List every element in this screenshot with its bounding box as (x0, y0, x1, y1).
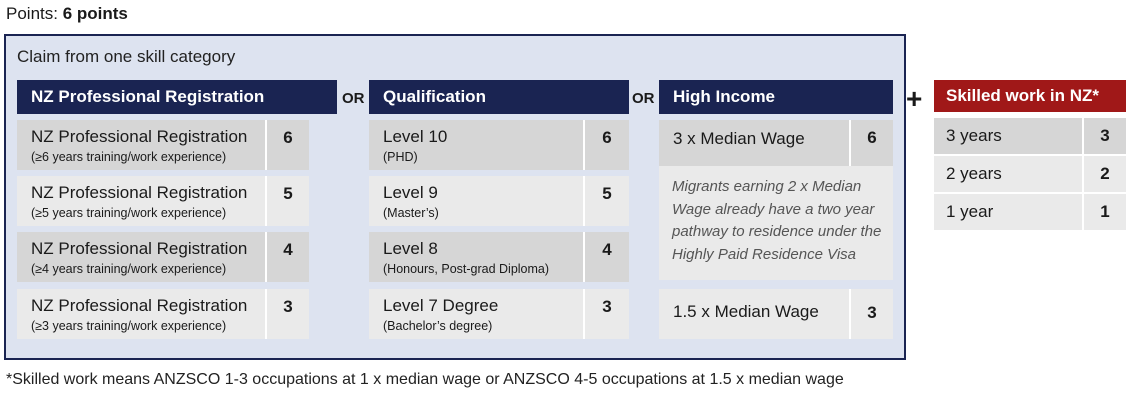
row-points: 4 (267, 232, 309, 282)
high-income-note: Migrants earning 2 x Median Wage already have a two year pathway to residence under the Highly Paid Residence Visa (659, 166, 893, 280)
qualification-row (369, 289, 629, 339)
row-label: NZ Professional Registration (31, 127, 248, 146)
row-label: 3 years (934, 118, 1084, 154)
row-label-cell (369, 232, 585, 282)
row-label: NZ Professional Registration (31, 296, 248, 315)
high-income-row (659, 120, 893, 170)
nz-registration-row (17, 289, 309, 339)
skilled-work-header: Skilled work in NZ* (934, 80, 1126, 112)
skill-category-box (4, 34, 906, 360)
row-points: 5 (267, 176, 309, 226)
nz-registration-header: NZ Professional Registration (17, 80, 337, 114)
row-points: 1 (1084, 194, 1126, 230)
row-label-cell (369, 289, 585, 339)
row-label: Level 10 (383, 127, 448, 146)
row-label-cell (659, 120, 851, 170)
row-points: 3 (1084, 118, 1126, 154)
nz-registration-row (17, 232, 309, 282)
row-label-cell (17, 120, 267, 170)
row-points: 6 (267, 120, 309, 170)
plus-sign: + (906, 83, 923, 114)
or-separator: OR (632, 90, 655, 107)
row-label-cell (659, 289, 851, 339)
row-sublabel: (Master’s) (383, 206, 439, 220)
row-label-cell (17, 232, 267, 282)
row-points: 6 (585, 120, 629, 170)
row-label: NZ Professional Registration (31, 239, 248, 258)
row-label-cell (369, 120, 585, 170)
high-income-header: High Income (659, 80, 893, 114)
points-value: 6 points (62, 4, 128, 23)
row-points: 4 (585, 232, 629, 282)
nz-registration-column (17, 80, 337, 350)
row-sublabel: (≥4 years training/work experience) (31, 262, 227, 276)
qualification-row (369, 176, 629, 226)
row-points: 3 (851, 289, 893, 339)
row-label-cell (17, 289, 267, 339)
row-label-cell (17, 176, 267, 226)
nz-registration-row (17, 120, 309, 170)
qualification-header: Qualification (369, 80, 629, 114)
row-points: 6 (851, 120, 893, 170)
row-label-cell (369, 176, 585, 226)
skilled-work-row (934, 156, 1126, 192)
row-points: 3 (267, 289, 309, 339)
row-points: 2 (1084, 156, 1126, 192)
row-sublabel: (Honours, Post-grad Diploma) (383, 262, 550, 276)
qualification-row (369, 232, 629, 282)
nz-registration-row (17, 176, 309, 226)
row-sublabel: (≥3 years training/work experience) (31, 319, 227, 333)
row-label: 1 year (934, 194, 1084, 230)
row-label: 3 x Median Wage (673, 129, 805, 148)
points-label: Points: (6, 4, 63, 23)
row-label: 2 years (934, 156, 1084, 192)
row-label: 1.5 x Median Wage (673, 302, 819, 321)
row-sublabel: (Bachelor’s degree) (383, 319, 493, 333)
footnote: *Skilled work means ANZSCO 1-3 occupations at 1 x median wage or ANZSCO 4-5 occupations at 1.5 x median wage (6, 371, 844, 388)
or-separator: OR (342, 90, 365, 107)
points-summary (6, 4, 128, 24)
qualification-column (369, 80, 629, 350)
row-label: Level 8 (383, 239, 438, 258)
high-income-column (659, 80, 893, 350)
high-income-row (659, 289, 893, 339)
skilled-work-row (934, 194, 1126, 230)
row-label: Level 9 (383, 183, 438, 202)
row-sublabel: (PHD) (383, 150, 418, 164)
row-label: NZ Professional Registration (31, 183, 248, 202)
row-points: 5 (585, 176, 629, 226)
skilled-work-row (934, 118, 1126, 154)
row-sublabel: (≥6 years training/work experience) (31, 150, 227, 164)
row-points: 3 (585, 289, 629, 339)
box-title: Claim from one skill category (17, 47, 236, 66)
row-sublabel: (≥5 years training/work experience) (31, 206, 227, 220)
row-label: Level 7 Degree (383, 296, 499, 315)
qualification-row (369, 120, 629, 170)
